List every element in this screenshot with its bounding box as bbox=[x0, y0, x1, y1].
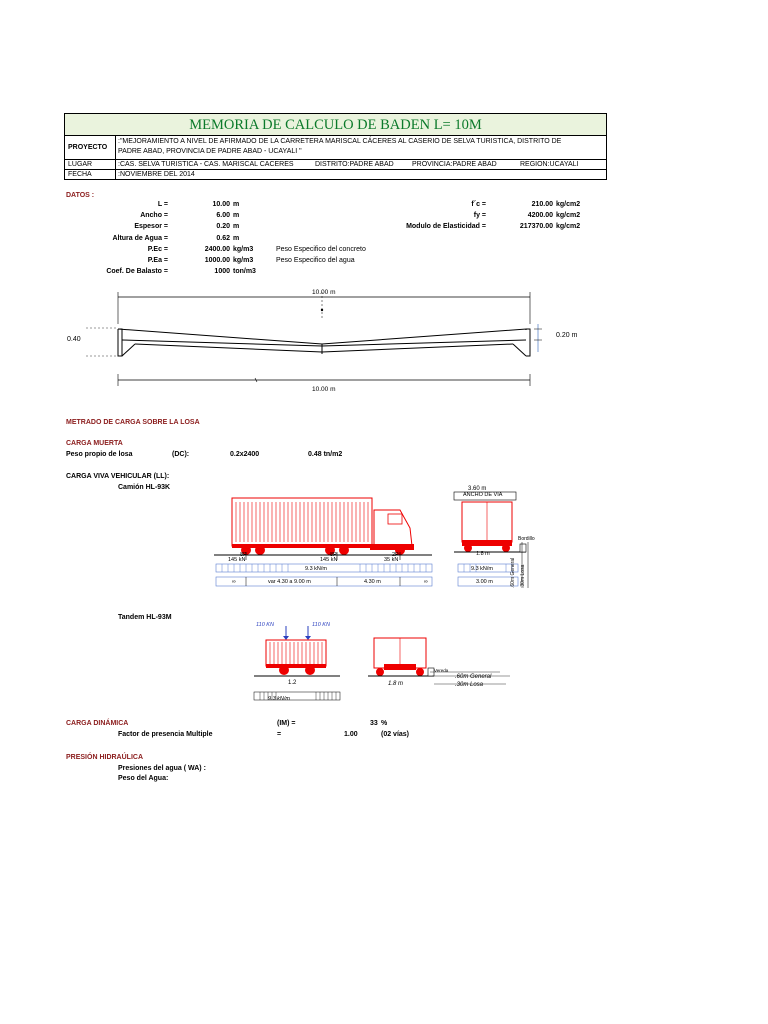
tandem-losa-30: .30m Losa bbox=[455, 682, 484, 688]
datos-right-value: 210.00 bbox=[531, 201, 553, 208]
peso-propio-label: Peso propio de losa bbox=[66, 451, 133, 458]
lugar-label: LUGAR bbox=[68, 161, 93, 168]
tandem-load-1: 110 KN bbox=[256, 622, 274, 628]
lane-load-2-label: 9.3 kN/m bbox=[471, 566, 494, 572]
im-value: 33 bbox=[370, 720, 378, 727]
datos-value: 10.00 bbox=[212, 201, 230, 208]
page-title: MEMORIA DE CALCULO DE BADEN L= 10M bbox=[189, 117, 482, 133]
peso-agua-label: Peso del Agua: bbox=[118, 775, 169, 782]
width-300-label: 3.00 m bbox=[476, 579, 493, 585]
dim-infinity: ∞ bbox=[232, 579, 236, 585]
lane-load-label: 9.3 kN/m bbox=[305, 566, 328, 572]
datos-right-label: Modulo de Elasticidad = bbox=[406, 223, 486, 231]
carga-dinamica-heading: CARGA DINÁMICA bbox=[66, 720, 129, 727]
datos-value: 0.62 bbox=[216, 234, 230, 242]
tandem-width-18: 1.8 m bbox=[388, 681, 404, 687]
ancho-via-label: ANCHO DE VIA bbox=[463, 492, 503, 498]
datos-label: P.Ec = bbox=[147, 245, 168, 253]
datos-right-value: 217370.00 bbox=[519, 223, 553, 231]
datos-label: Coef. De Balasto = bbox=[106, 268, 168, 276]
title-row bbox=[65, 114, 606, 136]
camion-label: Camión HL-93K bbox=[118, 484, 171, 491]
tandem-lane-load: 9.3 kN/m bbox=[268, 696, 291, 702]
factor-eq: = bbox=[277, 731, 282, 738]
datos-unit: m bbox=[233, 201, 240, 208]
lugar-row bbox=[65, 160, 606, 170]
thickness-dim: 0.20 m bbox=[556, 332, 578, 339]
im-unit: % bbox=[381, 720, 388, 727]
p2-label: 8P bbox=[330, 552, 337, 558]
svg-text:3.60 m: 3.60 m bbox=[468, 486, 487, 492]
peso-propio-value: 0.48 tn/m2 bbox=[308, 451, 343, 458]
losa-30-label: .30m Losa bbox=[520, 564, 526, 588]
tandem-axle-spacing: 1.2 bbox=[288, 680, 297, 686]
width-18-label: 1.8 m bbox=[476, 551, 490, 557]
bordillo-label: Bordillo bbox=[518, 536, 535, 542]
tandem-hl93m-figure bbox=[250, 618, 520, 704]
datos-unit: m bbox=[233, 234, 240, 242]
datos-value: 1000.00 bbox=[204, 257, 230, 264]
provincia-text: PROVINCIA:PADRE ABAD bbox=[412, 161, 497, 168]
vereda-label: Vereda bbox=[434, 668, 449, 673]
tandem-load-2: 110 KN bbox=[312, 622, 330, 628]
top-length-dim: 10.00 m bbox=[312, 289, 336, 296]
proyecto-row bbox=[65, 136, 606, 160]
carga-muerta-heading: CARGA MUERTA bbox=[66, 440, 123, 447]
dim-430: 4.30 m bbox=[364, 579, 381, 585]
factor-value: 1.00 bbox=[344, 731, 358, 738]
datos-label: Espesor = bbox=[134, 223, 168, 231]
datos-label: Ancho = bbox=[140, 212, 168, 220]
datos-unit: kg/m3 bbox=[233, 257, 254, 264]
factor-label: Factor de presencia Multiple bbox=[118, 731, 213, 738]
peso-propio-code: (DC): bbox=[172, 451, 190, 458]
proyecto-line-1: :"MEJORAMIENTO A NIVEL DE AFIRMADO DE LA CARRETERA MARISCAL CÁCERES AL CASERIO DE SELVA TURISTICA, DISTRITO DE bbox=[118, 138, 562, 145]
p2-kn-label: 145 kN bbox=[320, 557, 338, 563]
datos-label: L = bbox=[157, 201, 168, 208]
datos-note: Peso Especifico del concreto bbox=[276, 245, 366, 253]
fecha-row bbox=[65, 170, 606, 180]
carga-viva-heading: CARGA VIVA VEHICULAR (LL): bbox=[66, 473, 170, 480]
datos-note: Peso Especifico del agua bbox=[276, 257, 355, 264]
factor-note: (02 vías) bbox=[381, 731, 410, 738]
datos-right-unit: kg/cm2 bbox=[556, 201, 581, 208]
tandem-label: Tandem HL-93M bbox=[118, 614, 172, 621]
baden-section-drawing bbox=[60, 282, 620, 402]
truck-hl93k-figure bbox=[210, 484, 550, 594]
p1-kn-label: 145 kN bbox=[228, 557, 246, 563]
datos-heading: DATOS : bbox=[66, 192, 95, 199]
datos-unit: m bbox=[233, 223, 240, 231]
p3-label: 2P bbox=[392, 552, 399, 558]
left-height-dim: 0.40 bbox=[67, 336, 81, 343]
region-text: REGION:UCAYALI bbox=[520, 161, 579, 168]
distrito-text: DISTRITO:PADRE ABAD bbox=[315, 161, 394, 168]
dim-var: var 4.30 a 9.00 m bbox=[268, 579, 311, 585]
metrado-heading: METRADO DE CARGA SOBRE LA LOSA bbox=[66, 419, 200, 426]
fecha-text: :NOVIEMBRE DEL 2014 bbox=[118, 171, 195, 178]
datos-unit: ton/m3 bbox=[233, 268, 256, 276]
general-60-label: .60m General bbox=[510, 557, 516, 588]
bottom-length-dim: 10.00 m bbox=[312, 386, 336, 393]
proyecto-label: PROYECTO bbox=[68, 144, 108, 151]
datos-right-value: 4200.00 bbox=[527, 212, 553, 220]
datos-right-unit: kg/cm2 bbox=[556, 212, 581, 220]
peso-propio-formula: 0.2x2400 bbox=[230, 451, 260, 458]
datos-label: Altura de Agua = bbox=[112, 234, 168, 242]
dim-infinity-2: ∞ bbox=[424, 579, 428, 585]
p3-kn-label: 35 kN bbox=[384, 557, 399, 563]
datos-right-label: f´c = bbox=[471, 201, 486, 208]
datos-label: P.Ea = bbox=[147, 257, 168, 264]
presion-hidraulica-heading: PRESIÓN HIDRAÚLICA bbox=[66, 754, 144, 761]
header-table bbox=[64, 113, 607, 180]
fecha-label: FECHA bbox=[68, 171, 92, 178]
datos-right-label: fy = bbox=[473, 212, 486, 220]
datos-value: 6.00 bbox=[216, 212, 230, 220]
datos-unit: kg/m3 bbox=[233, 245, 254, 253]
tandem-general-60: .60m General bbox=[455, 674, 492, 680]
im-label: (IM) = bbox=[277, 720, 296, 727]
datos-value: 0.20 bbox=[216, 223, 230, 231]
datos-value: 2400.00 bbox=[204, 245, 230, 253]
lugar-text: :CAS. SELVA TURISTICA - CAS. MARISCAL CACERES bbox=[118, 161, 294, 168]
datos-value: 1000 bbox=[214, 268, 230, 276]
datos-unit: m bbox=[233, 212, 240, 220]
datos-right-unit: kg/cm2 bbox=[556, 223, 581, 231]
presiones-agua-label: Presiones del agua ( WA) : bbox=[118, 765, 206, 772]
p1-label: 8P bbox=[240, 552, 247, 558]
proyecto-line-2: PADRE ABAD, PROVINCIA DE PADRE ABAD - UCAYALI " bbox=[118, 148, 302, 155]
